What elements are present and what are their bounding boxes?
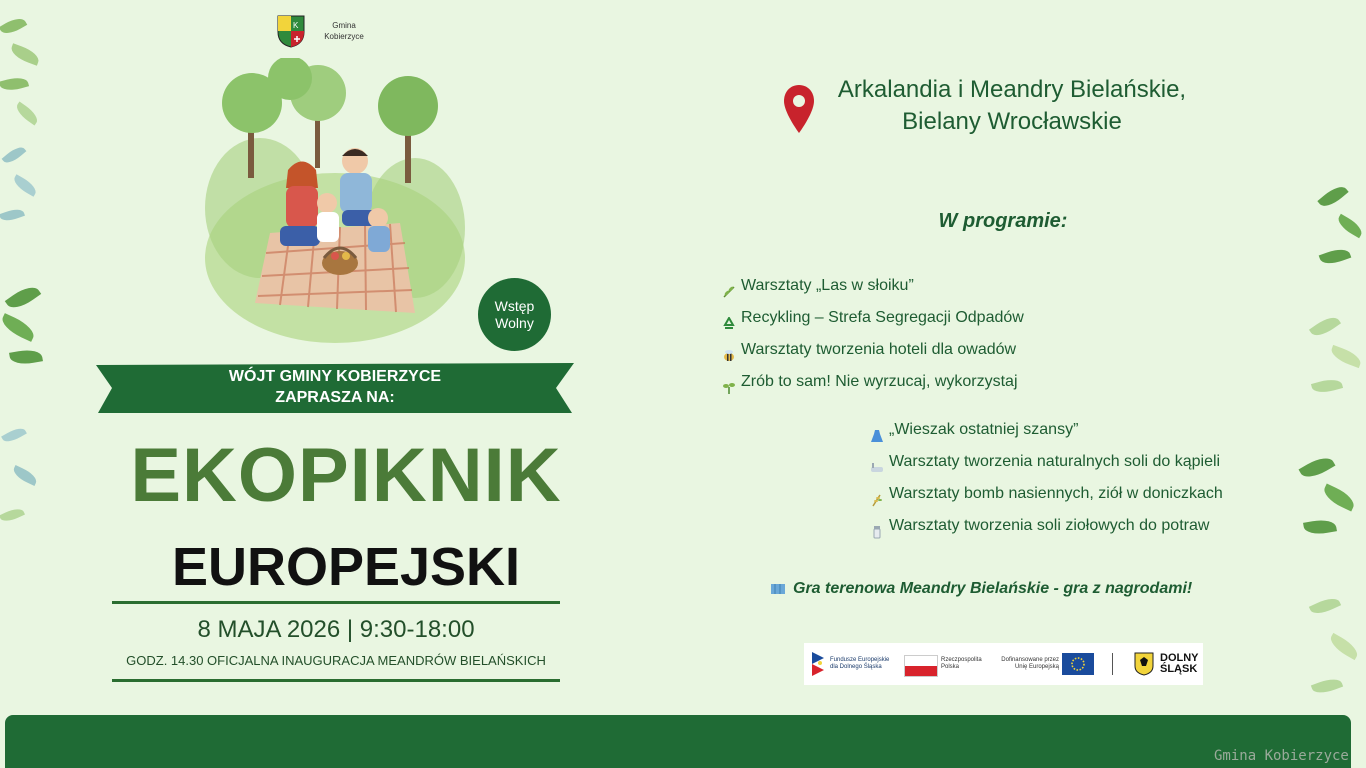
logos-separator (1112, 653, 1113, 675)
location-pin-icon (783, 85, 815, 133)
location-line2: Bielany Wrocławskie (902, 108, 1122, 135)
poland-line1: Rzeczpospolita (941, 657, 982, 663)
poland-label (941, 657, 982, 671)
program-item-text: Recykling – Strefa Segregacji Odpadów (741, 309, 1024, 326)
grain-icon (870, 487, 884, 501)
program-list-secondary (870, 414, 1223, 542)
field-game-text: Gra terenowa Meandry Bielańskie - gra z nagrodami! (793, 580, 1193, 597)
footer-bar (5, 715, 1351, 768)
program-item-text: Warsztaty tworzenia naturalnych soli do kąpieli (889, 453, 1221, 470)
herb-icon (722, 279, 736, 293)
program-heading: W programie: (938, 210, 1068, 232)
recycle-icon (722, 311, 736, 325)
eu-flag-icon (1062, 653, 1094, 675)
program-item (870, 446, 1223, 478)
program-item-text: „Wieszak ostatniej szansy” (889, 421, 1079, 438)
bee-icon (722, 343, 736, 357)
program-list-primary (722, 270, 1024, 398)
poland-line2: Polska (941, 664, 960, 670)
inauguration-note: GODZ. 14.30 OFICJALNA INAUGURACJA MEANDRÓW BIELAŃSKICH (126, 653, 546, 668)
salt-icon (870, 519, 884, 533)
sponsor-logos (804, 643, 1203, 685)
program-item (870, 510, 1223, 542)
seedling-icon (722, 375, 736, 389)
event-location (822, 74, 1202, 138)
program-item-text: Warsztaty tworzenia hoteli dla owadów (741, 341, 1017, 358)
dress-icon (870, 423, 884, 437)
divider-top (112, 601, 560, 604)
invitation-text (96, 366, 574, 408)
org-name-line1: Gmina (332, 21, 356, 30)
program-item (722, 334, 1024, 366)
program-item (722, 302, 1024, 334)
family-picnic-illustration (200, 58, 470, 343)
poland-flag-icon (904, 655, 938, 677)
event-title-line2: EUROPEJSKI (171, 537, 521, 597)
european-funds-line1: Fundusze Europejskie (830, 657, 890, 663)
divider-bottom (112, 679, 560, 682)
lower-silesia-line2: ŚLĄSK (1160, 663, 1198, 675)
lower-silesia-line1: DOLNY (1160, 652, 1199, 664)
lower-silesia-eagle-icon (1134, 652, 1154, 676)
eu-cofinancing-line2: Unię Europejską (1014, 664, 1059, 670)
bathtub-icon (870, 455, 884, 469)
program-item-text: Zrób to sam! Nie wyrzucaj, wykorzystaj (741, 373, 1018, 390)
eu-cofinancing-line1: Dofinansowane przez (1001, 657, 1059, 663)
program-item (722, 366, 1024, 398)
event-title-line1: EKOPIKNIK (130, 433, 562, 518)
invitation-line1: WÓJT GMINY KOBIERZYCE (228, 368, 442, 385)
map-icon (770, 582, 784, 596)
european-funds-icon (810, 650, 826, 678)
eu-cofinancing-label (994, 657, 1059, 671)
org-name (318, 20, 370, 42)
org-name-line2: Kobierzyce (324, 32, 364, 41)
program-item (870, 478, 1223, 510)
invitation-line2: ZAPRASZA NA: (275, 389, 395, 406)
program-item (870, 414, 1223, 446)
watermark: Gmina Kobierzyce (1214, 748, 1349, 764)
badge-line1: Wstęp (494, 297, 535, 314)
program-item-text: Warsztaty tworzenia soli ziołowych do potraw (889, 517, 1210, 534)
field-game-note (770, 580, 1240, 598)
program-item (722, 270, 1024, 302)
lower-silesia-label (1160, 653, 1199, 675)
european-funds-line2: dla Dolnego Śląska (830, 664, 882, 670)
free-entry-badge (478, 278, 551, 351)
european-funds-label (830, 657, 889, 671)
event-date-time: 8 MAJA 2026 | 9:30-18:00 (197, 616, 475, 643)
location-line1: Arkalandia i Meandry Bielańskie, (837, 76, 1187, 103)
svg-text:K: K (293, 21, 299, 30)
program-item-text: Warsztaty bomb nasiennych, ziół w doniczkach (889, 485, 1223, 502)
badge-line2: Wolny (495, 314, 534, 331)
kobierzyce-coat-of-arms-logo (276, 14, 306, 48)
program-item-text: Warsztaty „Las w słoiku” (741, 277, 914, 294)
